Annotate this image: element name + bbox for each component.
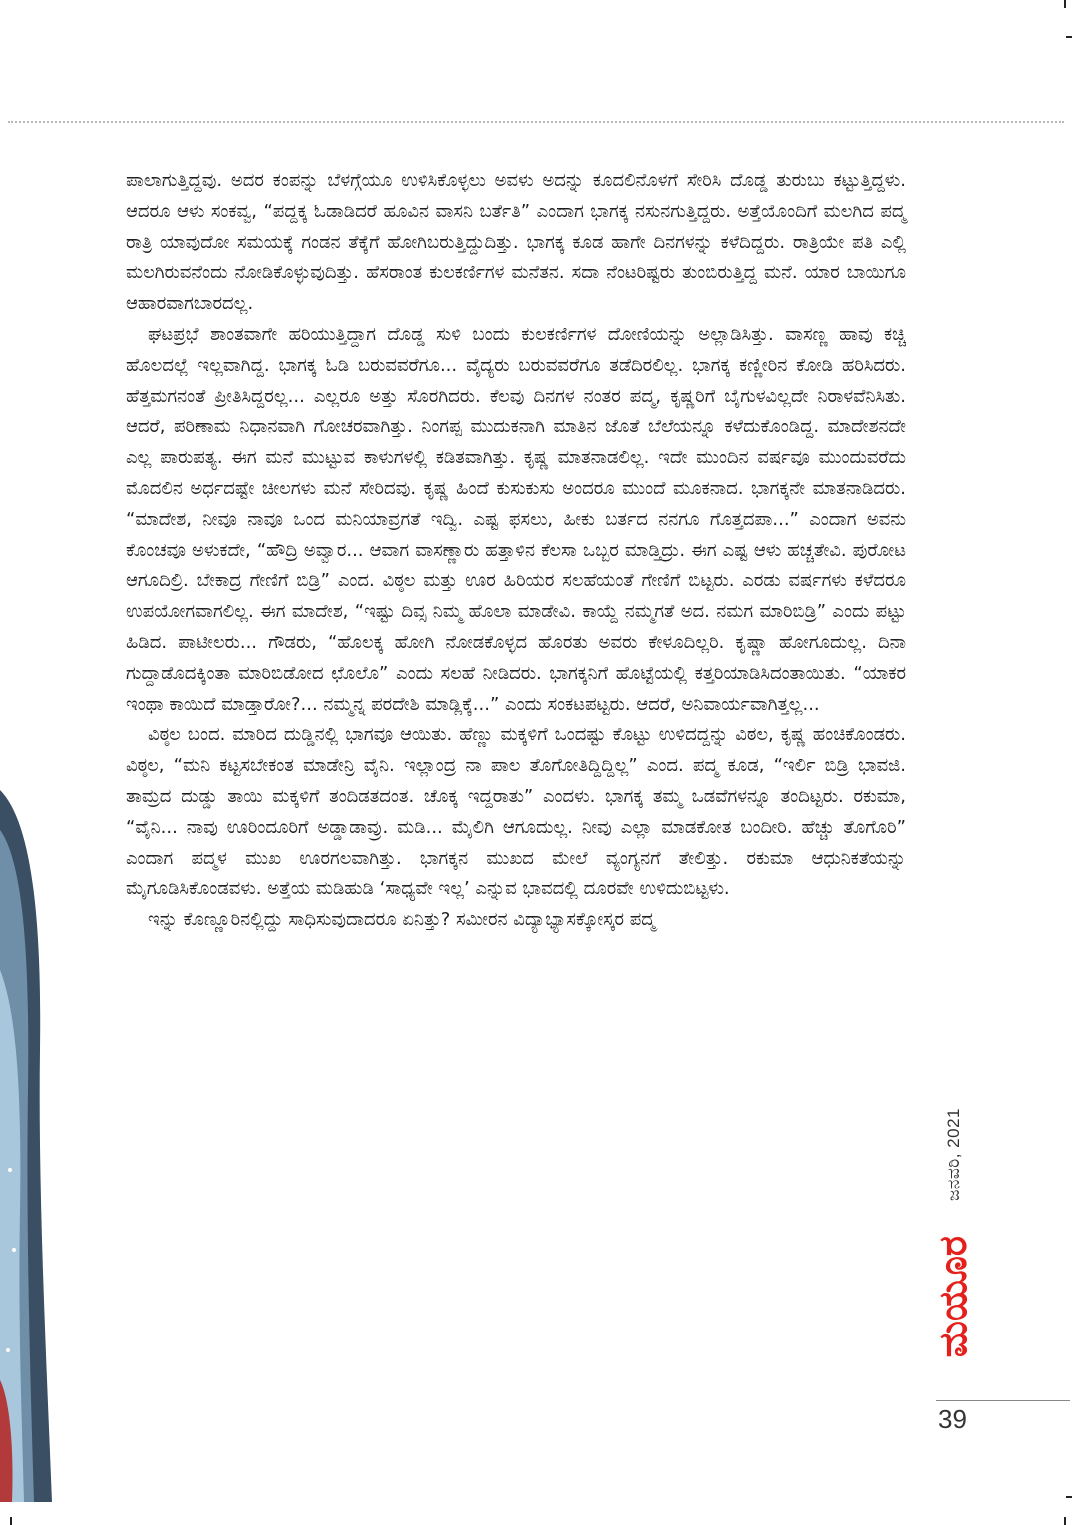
left-edge-illustration (0, 790, 62, 1502)
page-number-rule (936, 1400, 1070, 1401)
page-number: 39 (938, 1404, 967, 1434)
magazine-logo: ಮಯೂರ (931, 1236, 975, 1358)
crop-mark-top-right (1064, 0, 1066, 8)
article-paragraph: ವಿಠ್ಠಲ ಬಂದ. ಮಾರಿದ ದುಡ್ಡಿನಲ್ಲಿ ಭಾಗವೂ ಆಯಿತು. ಹೆಣ್ಣು ಮಕ್ಕಳಿಗೆ ಒಂದಷ್ಟು ಕೊಟ್ಟು ಉಳಿದದ್ದನ್ನು ವಿಠಲ, ಕೃಷ್ಣ ಹಂಚಿಕೊಂಡರು. ವಿಠ್ಠಲ, “ಮನಿ ಕಟ್ಟಸಬೇಕಂತ ಮಾಡೇನ್ರಿ ವೈನಿ. ಇಲ್ಲಾಂದ್ರ ನಾ ಪಾಲ ತೊಗೋತಿದ್ದಿದ್ದಿಲ್ಲ” ಎಂದ. ಪದ್ಮ ಕೂಡ, “ಇರ್ಲಿ ಬಿಡ್ರಿ ಭಾವಜಿ. ತಾಮ್ರದ ದುಡ್ಡು ತಾಯಿ ಮಕ್ಕಳಿಗೆ ತಂದಿಡತದಂತ. ಚೊಕ್ಕ ಇದ್ದರಾತು” ಎಂದಳು. ಭಾಗಕ್ಕ ತಮ್ಮ ಒಡವೆಗಳನ್ನೂ ತಂದಿಟ್ಟರು. ರಕುಮಾ, “ವೈನಿ... ನಾವು ಊರಿಂದೂರಿಗೆ ಅಡ್ಡಾಡಾವ್ರು. ಮಡಿ... ಮೈಲಿಗಿ ಆಗೂದುಲ್ಲ. ನೀವು ಎಲ್ಲಾ ಮಾಡಕೋತ ಬಂದೀರಿ. ಹೆಚ್ಚು ತೊಗೊರಿ” ಎಂದಾಗ ಪದ್ಮಳ ಮುಖ ಊರಗಲವಾಗಿತ್ತು. ಭಾಗಕ್ಕನ ಮುಖದ ಮೇಲೆ ವ್ಯಂಗ್ಯನಗೆ ತೇಲಿತ್ತು. ರಕುಮಾ ಆಧುನಿಕತೆಯನ್ನು ಮೈಗೂಡಿಸಿಕೊಂಡವಳು. ಅತ್ತೆಯ ಮಡಿಹುಡಿ ‘ಸಾಧ್ಯವೇ ಇಲ್ಲ’ ಎನ್ನುವ ಭಾವದಲ್ಲಿ ದೂರವೇ ಉಳಿದುಬಿಟ್ಟಳು. (126, 724, 906, 900)
crop-mark-right-upper (1066, 36, 1072, 38)
issue-date: ಜನವರಿ, 2021 (944, 1108, 963, 1202)
article-paragraph: ಘಟಪ್ರಭೆ ಶಾಂತವಾಗೇ ಹರಿಯುತ್ತಿದ್ದಾಗ ದೊಡ್ಡ ಸುಳಿ ಬಂದು ಕುಲಕರ್ಣಿಗಳ ದೋಣಿಯನ್ನು ಅಲ್ಲಾಡಿಸಿತ್ತು. ವಾಸಣ್ಣ ಹಾವು ಕಚ್ಚಿ ಹೊಲದಲ್ಲೆ ಇಲ್ಲವಾಗಿದ್ದ. ಭಾಗಕ್ಕ ಓಡಿ ಬರುವವರೆಗೂ... ವೈದ್ಯರು ಬರುವವರೆಗೂ ತಡೆದಿರಲಿಲ್ಲ. ಭಾಗಕ್ಕ ಕಣ್ಣೀರಿನ ಕೋಡಿ ಹರಿಸಿದರು. ಹೆತ್ತಮಗನಂತೆ ಪ್ರೀತಿಸಿದ್ದರಲ್ಲ... ಎಲ್ಲರೂ ಅತ್ತು ಸೊರಗಿದರು. ಕೆಲವು ದಿನಗಳ ನಂತರ ಪದ್ಮ, ಕೃಷ್ಣರಿಗೆ ಬೈಗುಳವಿಲ್ಲದೇ ನಿರಾಳವೆನಿಸಿತು. ಆದರೆ, ಪರಿಣಾಮ ನಿಧಾನವಾಗಿ ಗೋಚರವಾಗಿತ್ತು. ನಿಂಗಪ್ಪ ಮುದುಕನಾಗಿ ಮಾತಿನ ಜೊತೆ ಬೆಲೆಯನ್ನೂ ಕಳೆದುಕೊಂಡಿದ್ದ. ಮಾದೇಶನದೇ ಎಲ್ಲ ಪಾರುಪತ್ಯ. ಈಗ ಮನೆ ಮುಟ್ಟುವ ಕಾಳುಗಳಲ್ಲಿ ಕಡಿತವಾಗಿತ್ತು. ಕೃಷ್ಣ ಮಾತನಾಡಲಿಲ್ಲ. ಇದೇ ಮುಂದಿನ ವರ್ಷವೂ ಮುಂದುವರೆದು ಮೊದಲಿನ ಅರ್ಧದಷ್ಟೇ ಚೀಲಗಳು ಮನೆ ಸೇರಿದವು. ಕೃಷ್ಣ ಹಿಂದೆ ಕುಸುಕುಸು ಅಂದರೂ ಮುಂದೆ ಮೂಕನಾದ. ಭಾಗಕ್ಕನೇ ಮಾತನಾಡಿದರು. “ಮಾದೇಶ, ನೀವೂ ನಾವೂ ಒಂದ ಮನಿಯಾವ್ರಗತೆ ಇದ್ವಿ. ಎಷ್ಟ ಫಸಲು, ಹೀಕು ಬರ್ತದ ನನಗೂ ಗೊತ್ತದಪಾ...” ಎಂದಾಗ ಅವನು ಕೊಂಚವೂ ಅಳುಕದೇ, “ಹೌದ್ರಿ ಅವ್ವಾರ... ಆವಾಗ ವಾಸಣ್ಣಾರು ಹತ್ತಾಳಿನ ಕೆಲಸಾ ಒಬ್ಬರ ಮಾಡ್ತಿದ್ರು. ಈಗ ಎಷ್ಟ ಆಳು ಹಚ್ಚತೇವಿ. ಪುರೋಟ ಆಗೂದಿಲ್ರಿ. ಬೇಕಾದ್ರ ಗೇಣಿಗೆ ಬಿಡ್ರಿ” ಎಂದ. ವಿಠ್ಠಲ ಮತ್ತು ಊರ ಹಿರಿಯರ ಸಲಹೆಯಂತೆ ಗೇಣಿಗೆ ಬಿಟ್ಟರು. ಎರಡು ವರ್ಷಗಳು ಕಳೆದರೂ ಉಪಯೋಗವಾಗಲಿಲ್ಲ. ಈಗ ಮಾದೇಶ, “ಇಷ್ಟು ದಿವ್ಸ ನಿಮ್ಮ ಹೊಲಾ ಮಾಡೇವಿ. ಕಾಯ್ದೆ ನಮ್ಮಗತೆ ಅದ. ನಮಗ ಮಾರಿಬಿಡ್ರಿ” ಎಂದು ಪಟ್ಟು ಹಿಡಿದ. ಪಾಟೀಲರು... ಗೌಡರು, “ಹೊಲಕ್ಕ ಹೋಗಿ ನೋಡಕೊಳ್ಳದ ಹೊರತು ಅವರು ಕೇಳೂದಿಲ್ಲರಿ. ಕೃಷ್ಣಾ ಹೋಗೂದುಲ್ಲ. ದಿನಾ ಗುದ್ದಾಡೊದಕ್ಕಿಂತಾ ಮಾರಿಬಿಡೋದ ಛೊಲೊ” ಎಂದು ಸಲಹೆ ನೀಡಿದರು. ಭಾಗಕ್ಕನಿಗೆ ಹೊಟ್ಟೆಯಲ್ಲಿ ಕತ್ತರಿಯಾಡಿಸಿದಂತಾಯಿತು. “ಯಾಕರ ಇಂಥಾ ಕಾಯಿದೆ ಮಾಡ್ತಾರೋ?... ನಮ್ಮನ್ನ ಪರದೇಶಿ ಮಾಡ್ಲಿಕ್ಕೆ...” ಎಂದು ಸಂಕಟಪಟ್ಟರು. ಆದರೆ, ಅನಿವಾರ್ಯವಾಗಿತ್ತಲ್ಲ... (126, 323, 906, 715)
crop-mark-right-lower (1066, 1496, 1072, 1498)
article-body (126, 166, 906, 936)
crop-mark-bottom-right (1064, 1517, 1066, 1525)
article-paragraph: ಪಾಲಾಗುತ್ತಿದ್ದವು. ಅದರ ಕಂಪನ್ನು ಬೆಳಗ್ಗೆಯೂ ಉಳಿಸಿಕೊಳ್ಳಲು ಅವಳು ಅದನ್ನು ಕೂದಲಿನೊಳಗೆ ಸೇರಿಸಿ ದೊಡ್ಡ ತುರುಬು ಕಟ್ಟುತ್ತಿದ್ದಳು. ಆದರೂ ಆಳು ಸಂಕವ್ವ, “ಪದ್ದಕ್ಕ ಓಡಾಡಿದರೆ ಹೂವಿನ ವಾಸನಿ ಬರ್ತೆತಿ” ಎಂದಾಗ ಭಾಗಕ್ಕ ನಸುನಗುತ್ತಿದ್ದರು. ಅತ್ತೆಯೊಂದಿಗೆ ಮಲಗಿದ ಪದ್ಮ ರಾತ್ರಿ ಯಾವುದೋ ಸಮಯಕ್ಕೆ ಗಂಡನ ತೆಕ್ಕೆಗೆ ಹೋಗಿಬರುತ್ತಿದ್ದುದಿತ್ತು. ಭಾಗಕ್ಕ ಕೂಡ ಹಾಗೇ ದಿನಗಳನ್ನು ಕಳೆದಿದ್ದರು. ರಾತ್ರಿಯೇ ಪತಿ ಎಲ್ಲಿ ಮಲಗಿರುವನೆಂದು ನೋಡಿಕೊಳ್ಳುವುದಿತ್ತು. ಹೆಸರಾಂತ ಕುಲಕರ್ಣಿಗಳ ಮನೆತನ. ಸದಾ ನೆಂಟರಿಷ್ಟರು ತುಂಬಿರುತ್ತಿದ್ದ ಮನೆ. ಯಾರ ಬಾಯಿಗೂ ಆಹಾರವಾಗಬಾರದಲ್ಲ. (126, 170, 906, 315)
article-paragraph: ಇನ್ನು ಕೊಣ್ಣೂರಿನಲ್ಲಿದ್ದು ಸಾಧಿಸುವುದಾದರೂ ಏನಿತ್ತು? ಸಮೀರನ ವಿದ್ಯಾಭ್ಯಾಸಕ್ಕೋಸ್ಕರ ಪದ್ಮ (148, 909, 656, 931)
dotted-divider (8, 121, 1064, 123)
crop-mark-bottom-left (10, 1517, 12, 1525)
